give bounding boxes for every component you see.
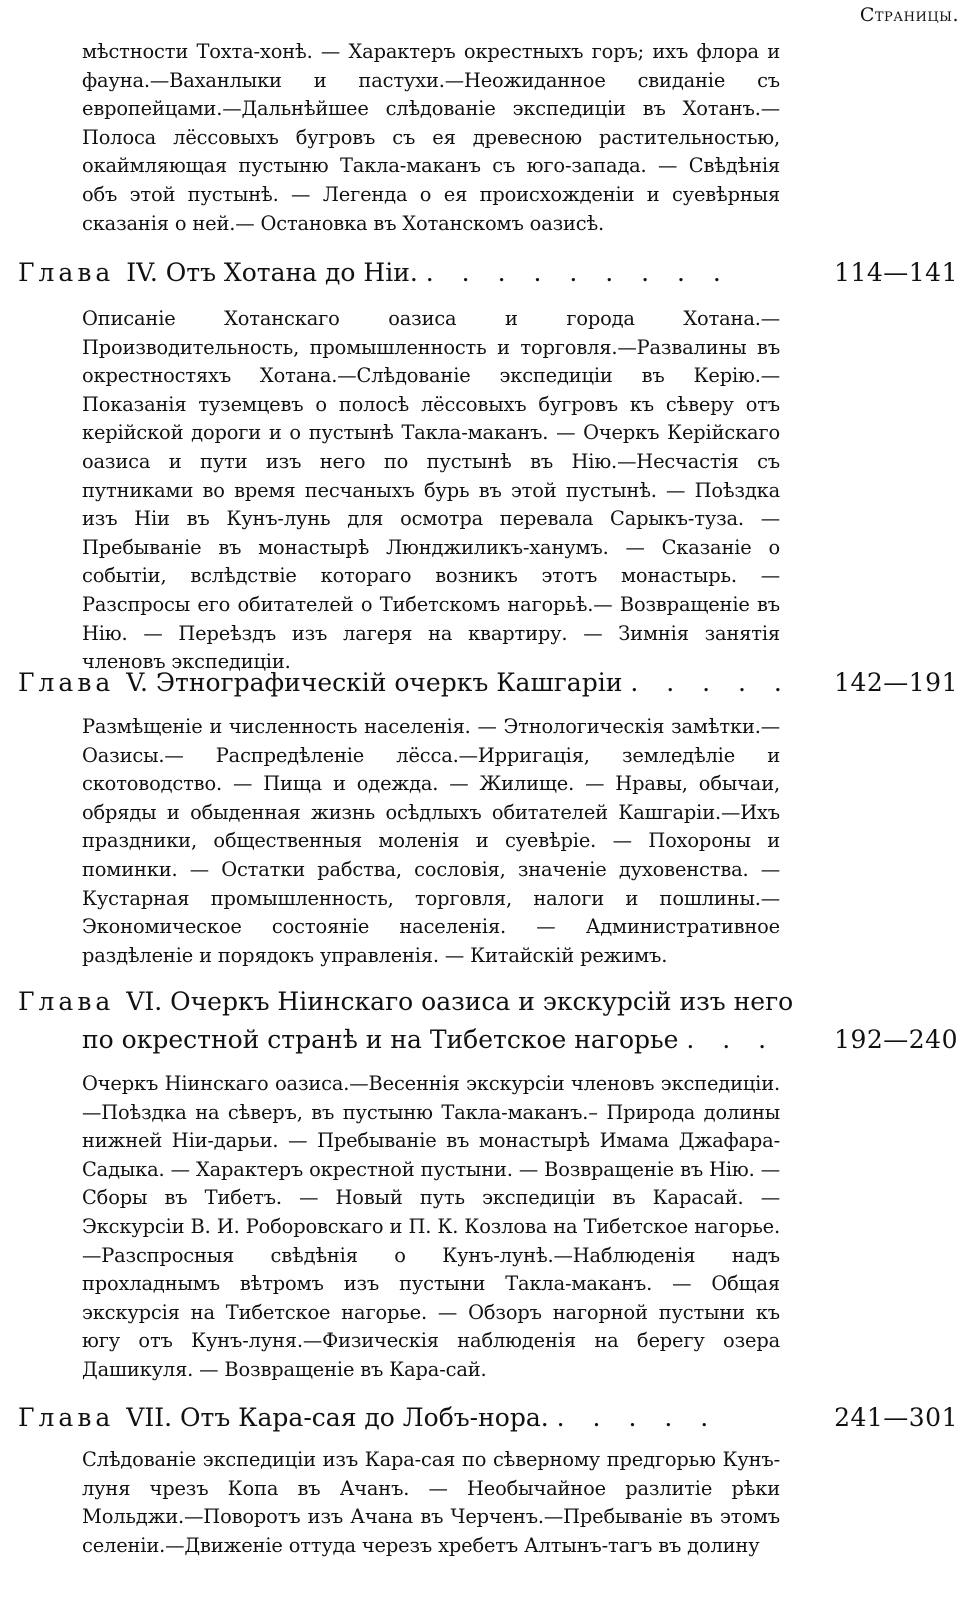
chapter-5-leader-dots: . . . . . xyxy=(630,668,792,697)
chapter-4-heading xyxy=(18,258,958,294)
chapter-6-pages: 192—240 xyxy=(834,1025,958,1054)
chapter-6-title-line2: по окрестной странѣ и на Тибетское нагорье xyxy=(82,1025,679,1054)
chapter-5-heading xyxy=(18,668,958,704)
chapter-7-title: Отъ Кара-сая до Лобъ-нора. xyxy=(180,1403,549,1432)
chapter-7-numeral: VII. xyxy=(126,1403,173,1432)
chapter-4-pages: 114—141 xyxy=(834,258,958,287)
chapter-6-heading-line2 xyxy=(82,1025,958,1061)
chapter-4-title: Отъ Хотана до Ніи. xyxy=(165,258,418,287)
chapter-4-leader-dots: . . . . . . . . . xyxy=(425,258,731,287)
chapter-7-pages: 241—301 xyxy=(834,1403,958,1432)
chapter-4-numeral: IV. xyxy=(126,258,158,287)
chapter-4-label: Глава xyxy=(18,258,115,287)
chapter-5-summary: Размѣщеніе и численность населенія. — Этнологическія замѣтки.—Оазисы.— Распредѣленіе лёсса.—Ирригація, земледѣліе и скотоводство. — Пища и одежда. — Жилище. — Нравы, обычаи, обряды и обыденная жизнь осѣдлыхъ обитателей Кашгаріи.—Ихъ праздники, общественныя моленія и суевѣріе. — Похороны и поминки. — Остатки рабства, сословія, значеніе духовенства. — Кустарная промышленность, торговля, налоги и пошлины.—Экономическое состояніе населенія. — Административное раздѣленіе и порядокъ управленія. — Китайскій режимъ. xyxy=(82,715,780,967)
chapter-6-label: Глава xyxy=(18,987,115,1016)
chapter-5-title: Этнографическій очеркъ Кашгаріи xyxy=(155,668,623,697)
chapter-4-summary: Описаніе Хотанскаго оазиса и города Хотана.—Производительность, промышленность и торговля.—Развалины въ окрестностяхъ Хотана.—Слѣдованіе экспедиціи въ Керію.—Показанія туземцевъ о полосѣ лёссовыхъ бугровъ къ сѣверу отъ керійской дороги и о пустынѣ Такла-маканъ. — Очеркъ Керійскаго оазиса и пути изъ него по пустынѣ въ Нію.—Несчастія съ путниками во время песчаныхъ бурь въ этой пустынѣ. — Поѣздка изъ Ніи въ Кунъ-лунь для осмотра перевала Сарыкъ-туза. — Пребываніе въ монастырѣ Люнджиликъ-ханумъ. — Сказаніе о событіи, вслѣдствіе котораго возникъ этотъ монастырь. — Разспросы его обитателей о Тибетскомъ нагорьѣ.— Возвращеніе въ Нію. — Переѣздъ изъ лагеря на квартиру. — Зимнія занятія членовъ экспедиціи. xyxy=(82,307,780,674)
chapter-5-label: Глава xyxy=(18,668,115,697)
chapter-5-pages: 142—191 xyxy=(834,668,958,697)
chapter-6-heading xyxy=(18,987,958,1023)
chapter-6-summary: Очеркъ Ніинскаго оазиса.—Весеннія экскурсіи членовъ экспедиціи.—Поѣздка на сѣверъ, въ пустыню Такла-маканъ.– Природа долины нижней Ніи-дарьи. — Пребываніе въ монастырѣ Имама Джафара-Садыка. — Характеръ окрестной пустыни. — Возвращеніе въ Нію. — Сборы въ Тибетъ. — Новый путь экспедиціи въ Карасай. — Экскурсіи В. И. Роборовскаго и П. К. Козлова на Тибетское нагорье.—Разспросныя свѣдѣнія о Кунъ-лунѣ.—Наблюденія надъ прохладнымъ вѣтромъ изъ пустыни Такла-маканъ. — Общая экскурсія на Тибетское нагорье. — Обзоръ нагорной пустыни къ югу отъ Кунъ-луня.—Физическія наблюденія на берегу озера Дашикуля. — Возвращеніе въ Кара-сай. xyxy=(82,1072,780,1381)
chapter-6-numeral: VI. xyxy=(126,987,163,1016)
chapter-7-summary: Слѣдованіе экспедиціи изъ Кара-сая по сѣверному предгорью Кунъ-луня чрезъ Копа въ Ачанъ. — Необычайное разлитіе рѣки Мольджи.—Поворотъ изъ Ачана въ Черченъ.—Пребываніе въ этомъ селеніи.—Движеніе оттуда черезъ хребетъ Алтынъ-тагъ въ долину xyxy=(82,1448,780,1557)
chapter-7-label: Глава xyxy=(18,1403,115,1432)
chapter-6-leader-dots: . . . xyxy=(686,1025,777,1054)
chapter-7-leader-dots: . . . . . xyxy=(556,1403,719,1432)
chapter-6-title: Очеркъ Ніинскаго оазиса и экскурсій изъ него xyxy=(170,987,794,1016)
chapter-7-heading xyxy=(18,1403,958,1439)
chapter-5-numeral: V. xyxy=(126,668,148,697)
intro-paragraph: мѣстности Тохта-хонѣ. — Характеръ окрестныхъ горъ; ихъ флора и фауна.—Ваханлыки и пастухи.—Неожиданное свиданіе съ европейцами.—Дальнѣйшее слѣдованіе экспедиціи въ Хотанъ.—Полоса лёссовыхъ бугровъ съ ея древесною растительностью, окаймляющая пустыню Такла-маканъ съ юго-запада. — Свѣдѣнія объ этой пустынѣ. — Легенда о ея происхожденіи и суевѣрныя сказанія о ней.— Остановка въ Хотанскомъ оазисѣ. xyxy=(82,40,780,235)
pages-column-header: Страницы. xyxy=(859,4,959,26)
